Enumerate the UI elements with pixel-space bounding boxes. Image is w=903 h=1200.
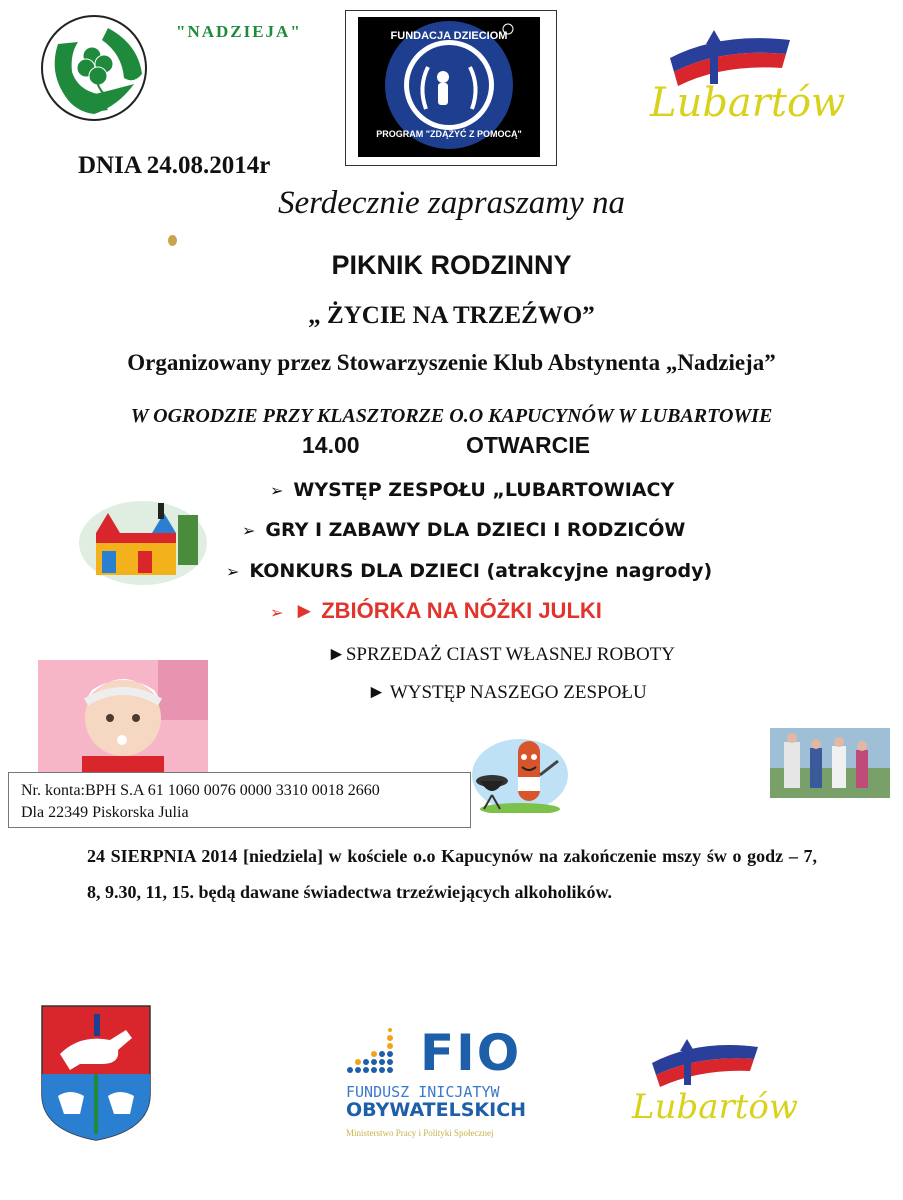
invitation-line: Serdecznie zapraszamy na [277, 185, 626, 221]
fio-logo-text: FIO [420, 1024, 522, 1082]
event-date: DNIA 24.08.2014r [78, 152, 271, 179]
bank-account-number: Nr. konta:BPH S.A 61 1060 0076 0000 3310 0018 2660 [21, 782, 380, 799]
lubartow-logo-top [640, 28, 850, 138]
arrow-bullet-icon: ➢ [242, 521, 256, 540]
lubartow-logo-bottom [628, 1035, 808, 1145]
program-item: ➢ KONKURS DLA DZIECI (atrakcyjne nagrody) [226, 560, 713, 582]
play-bullet-icon: ► [367, 682, 386, 703]
coat-of-arms-logo [40, 1004, 152, 1142]
event-title: PIKNIK RODZINNY [331, 250, 572, 280]
organizer-line: Organizowany przez Stowarzyszenie Klub Abstynenta „Nadzieja” [127, 350, 776, 375]
fio-line3: Ministerstwo Pracy i Polityki Społecznej [346, 1128, 494, 1138]
fio-dots-icon [346, 1028, 406, 1076]
program-item-highlight: ➢ ► ZBIÓRKA NA NÓŻKI JULKI [270, 598, 602, 623]
grill-sausage-cartoon [470, 725, 570, 813]
arrow-bullet-icon: ➢ [226, 562, 240, 581]
bank-account-holder: Dla 22349 Piskorska Julia [21, 804, 189, 821]
nadzieja-logo [38, 14, 150, 122]
fio-line1: FUNDUSZ INICJATYW [346, 1083, 500, 1101]
play-bullet-icon: ► [293, 598, 316, 623]
baby-photo [38, 660, 208, 782]
fundacja-ring-bottom: PROGRAM "ZDĄŻYĆ Z POMOCĄ" [376, 129, 522, 139]
arrow-bullet-icon: ➢ [270, 605, 284, 622]
nadzieja-label: "NADZIEJA" [176, 22, 302, 41]
start-time: 14.00 [302, 432, 360, 458]
mass-notice: 24 SIERPNIA 2014 [niedziela] w kościele o.o Kapucynów na zakończenie mszy św o godz – 7, 8, 9.30, 11, 15. będą dawane świadectwa trzeźwiejących alkoholików. [87, 846, 817, 902]
program-item: ➢ WYSTĘP ZESPOŁU „LUBARTOWIACY [270, 479, 675, 501]
bank-account-box [8, 772, 471, 828]
event-motto: „ ŻYCIE NA TRZEŹWO” [308, 302, 595, 329]
play-bullet-icon: ► [327, 644, 346, 665]
paper-stain [168, 235, 177, 246]
arrow-bullet-icon: ➢ [270, 481, 284, 500]
fundacja-dzieciom-logo [345, 10, 557, 166]
lubartow-logo-text: Lubartów [650, 80, 846, 126]
bouncy-castle-photo [78, 495, 208, 585]
program-item: ► WYSTĘP NASZEGO ZESPOŁU [367, 682, 647, 703]
program-item: ►SPRZEDAŻ CIAST WŁASNEJ ROBOTY [327, 644, 676, 665]
families-photo [770, 728, 890, 798]
fundacja-ring-top: FUNDACJA DZIECIOM [390, 30, 508, 42]
program-item: ➢ GRY I ZABAWY DLA DZIECI I RODZICÓW [242, 519, 686, 541]
location-line: W OGRODZIE PRZY KLASZTORZE O.O KAPUCYNÓW W LUBARTOWIE [130, 405, 773, 427]
opening-label: OTWARCIE [466, 432, 590, 458]
lubartow-logo-text: Lubartów [632, 1087, 798, 1127]
fio-line2: OBYWATELSKICH [346, 1099, 527, 1121]
